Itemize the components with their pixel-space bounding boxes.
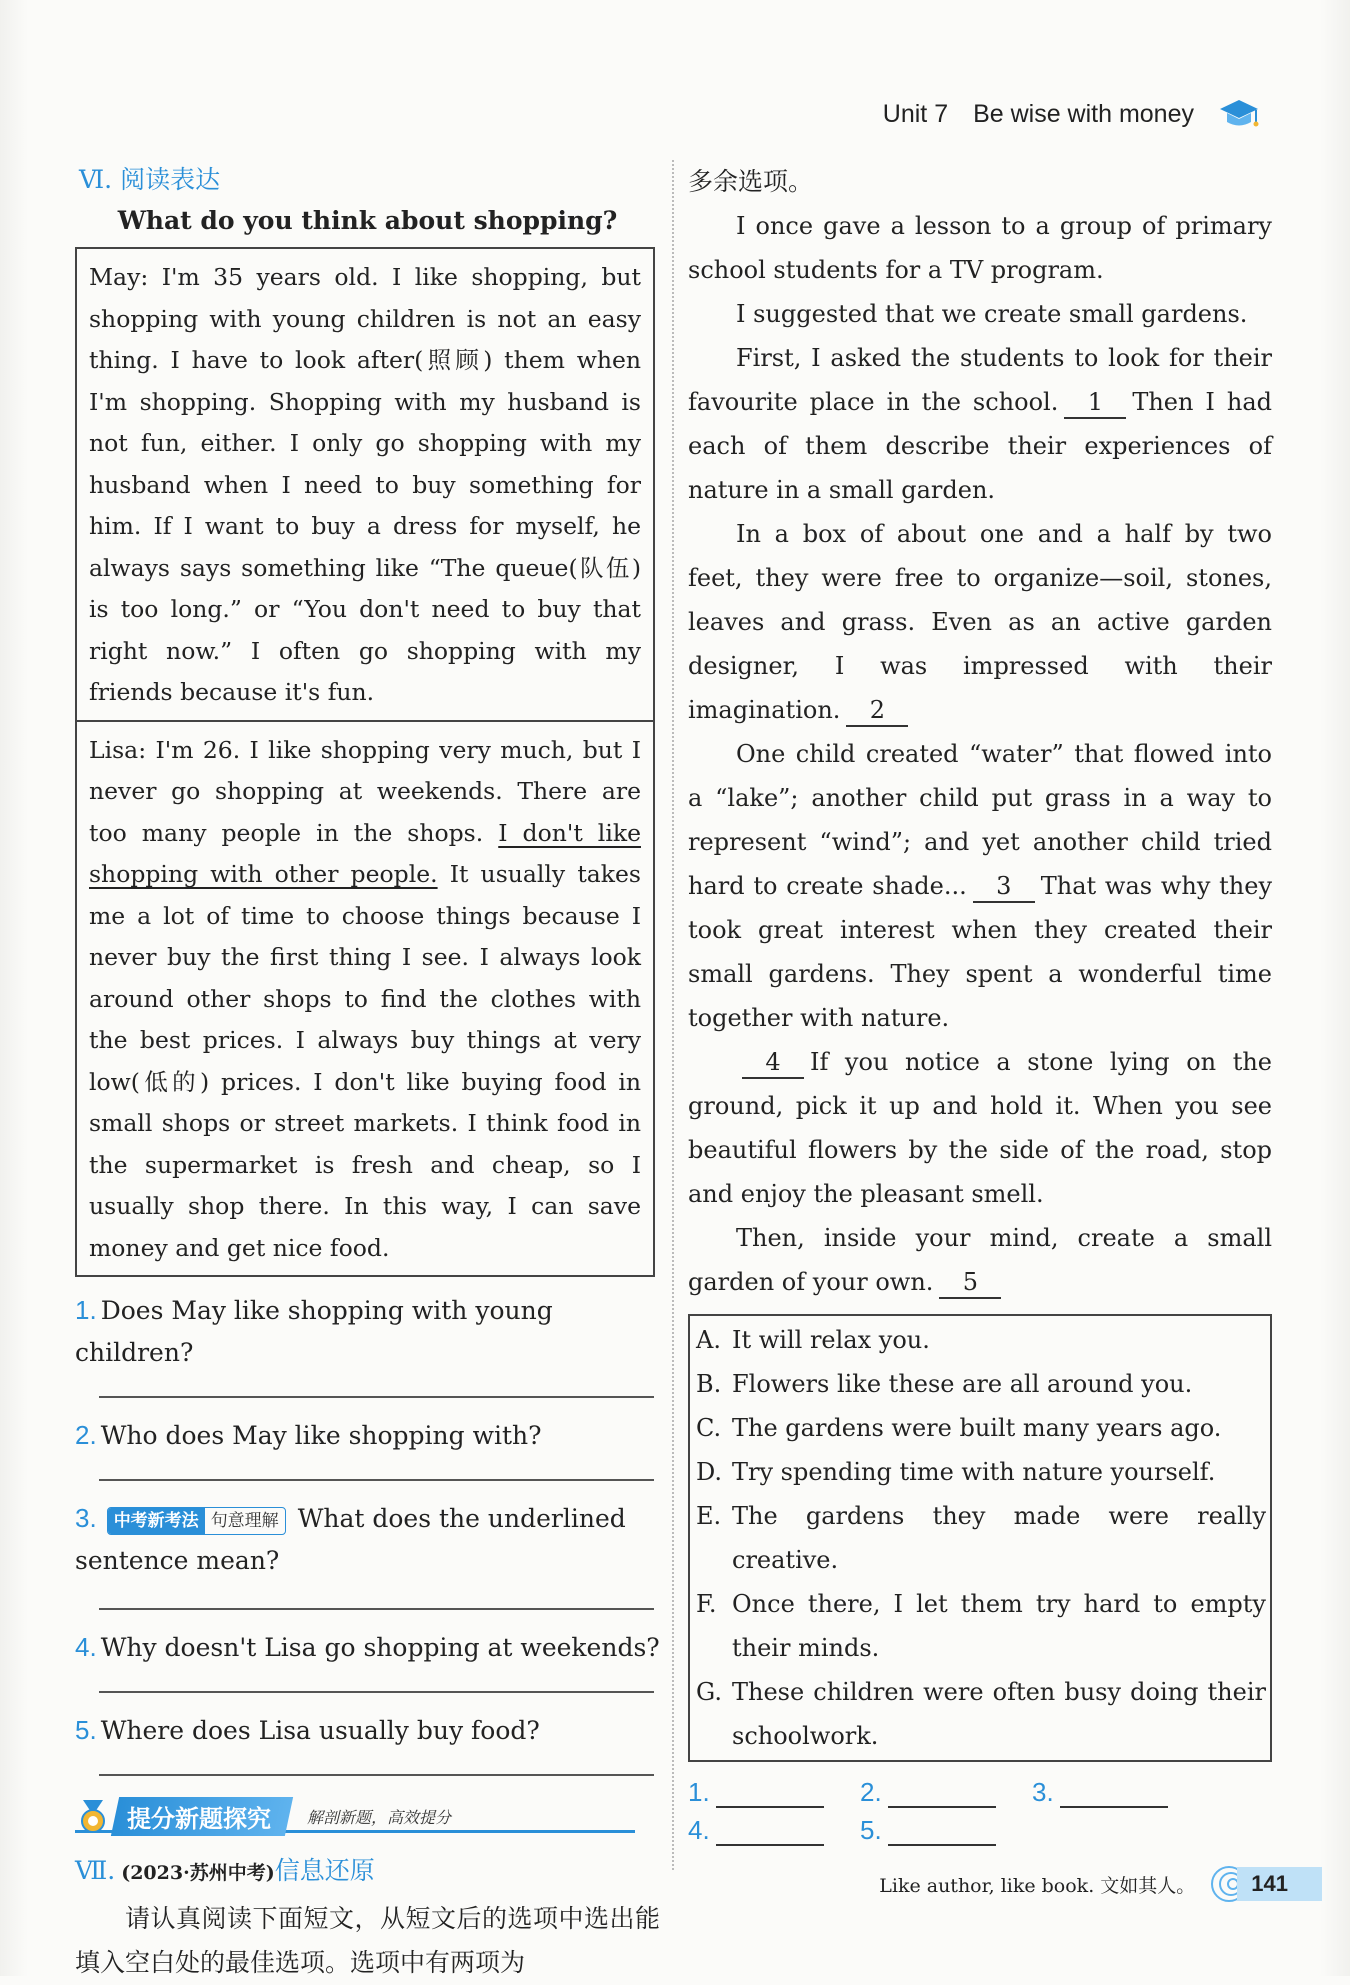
answer-label: 2. — [860, 1777, 882, 1807]
paragraph-text: Then I had each of them describe their experiences of nature in a small garden. — [688, 388, 1272, 504]
question-text: Why doesn't Lisa go shopping at weekends? — [100, 1633, 660, 1662]
question-4 — [75, 1626, 660, 1693]
question-number: 5. — [75, 1715, 97, 1745]
right-column — [688, 160, 1272, 1846]
paragraph-text: That was why they took great interest when they created their small gardens. They spent a wonderful time together with nature. — [688, 872, 1272, 1032]
options-box — [688, 1314, 1272, 1762]
lisa-text-after: It usually takes me a lot of time to choose things because I never buy the first thing I see. I always look around other shops to find the clothes with the best prices. I always buy things at very low(低的) prices. I don't like buying food in small shops or street markets. I think food in the supermarket is fresh and cheap, so I usually shop there. In this way, I can save money and get nice food. — [89, 860, 641, 1262]
instruction-continued: 多余选项。 — [688, 167, 814, 196]
option-text: Flowers like these are all around you. — [732, 1370, 1193, 1398]
question-number: 4. — [75, 1632, 97, 1662]
section-banner — [75, 1796, 660, 1836]
section-6-label: 阅读表达 — [120, 165, 221, 194]
option-letter: A. — [696, 1326, 721, 1354]
question-type-tag — [107, 1507, 286, 1535]
reading-box — [75, 247, 655, 1277]
blank-4[interactable]: 4 — [742, 1047, 804, 1079]
answer-line[interactable] — [99, 1396, 654, 1398]
question-number: 3. — [75, 1503, 97, 1533]
option-text: It will relax you. — [732, 1326, 930, 1354]
graduation-cap-icon — [1218, 97, 1260, 131]
answer-blanks — [688, 1776, 1272, 1846]
paragraph-5 — [688, 732, 1272, 1040]
answer-line[interactable] — [716, 1814, 824, 1846]
answer-label: 5. — [860, 1815, 882, 1845]
paragraph-7 — [688, 1216, 1272, 1304]
option-letter: E. — [696, 1502, 722, 1530]
paragraph-text: If you notice a stone lying on the ground, pick it up and hold it. When you see beautiful flowers by the side of the road, stop and enjoy the pleasant smell. — [688, 1048, 1272, 1208]
question-3 — [75, 1497, 660, 1610]
option-letter: D. — [696, 1458, 723, 1486]
answer-2 — [860, 1776, 1032, 1808]
medal-icon — [75, 1798, 111, 1834]
answer-line[interactable] — [888, 1814, 996, 1846]
option-text: Try spending time with nature yourself. — [732, 1458, 1216, 1486]
blank-3[interactable]: 3 — [973, 871, 1035, 903]
option-letter: F. — [696, 1590, 717, 1618]
answer-line[interactable] — [716, 1776, 824, 1808]
answer-line[interactable] — [99, 1479, 654, 1481]
answer-label: 4. — [688, 1815, 710, 1845]
option-b — [690, 1362, 1270, 1406]
paragraph-text: In a box of about one and a half by two feet, they were free to organize—soil, stones, leaves and grass. Even as an active garden designer, I was impressed with their imagination. — [688, 520, 1272, 724]
page-header — [883, 97, 1260, 131]
answer-line[interactable] — [1060, 1776, 1168, 1808]
option-g — [690, 1670, 1270, 1758]
question-text: Who does May like shopping with? — [100, 1421, 542, 1450]
option-e — [690, 1494, 1270, 1582]
banner-subtitle: 解剖新题，高效提分 — [307, 1807, 452, 1827]
paragraph-1: I once gave a lesson to a group of primary school students for a TV program. — [688, 212, 1272, 284]
banner-title: 提分新题探究 — [111, 1797, 293, 1836]
question-2 — [75, 1414, 660, 1481]
option-text: The gardens they made were really creative. — [732, 1502, 1266, 1574]
left-column — [75, 160, 660, 1985]
question-text: What does the underlined sentence mean? — [75, 1504, 626, 1575]
option-c — [690, 1406, 1270, 1450]
section-6-number: Ⅵ. — [79, 165, 113, 194]
paragraph-4 — [688, 512, 1272, 732]
option-letter: C. — [696, 1414, 722, 1442]
paragraph-3 — [688, 336, 1272, 512]
paragraph-text: One child created “water” that flowed into a “lake”; another child put grass in a way to represent “wind”; and yet another child tried hard to create shade... — [688, 740, 1272, 900]
tag-exam-method: 中考新考法 — [108, 1508, 205, 1534]
question-text: Where does Lisa usually buy food? — [100, 1716, 540, 1745]
answer-line[interactable] — [99, 1774, 654, 1776]
tag-skill: 句意理解 — [210, 1510, 279, 1531]
blank-1[interactable]: 1 — [1064, 387, 1126, 419]
answer-line[interactable] — [99, 1608, 654, 1610]
unit-label: Unit 7 — [882, 99, 949, 128]
blank-5[interactable]: 5 — [939, 1267, 1001, 1299]
lisa-paragraph — [77, 720, 653, 1276]
option-f — [690, 1582, 1270, 1670]
answer-3 — [1032, 1776, 1204, 1808]
paragraph-2: I suggested that we create small gardens. — [736, 300, 1248, 328]
page-footer — [879, 1864, 1322, 1904]
option-letter: B. — [696, 1370, 722, 1398]
section-7-number: Ⅶ. — [75, 1856, 116, 1885]
option-text: Once there, I let them try hard to empty their minds. — [732, 1590, 1266, 1662]
page-number: 141 — [1237, 1867, 1322, 1901]
section-7-title — [75, 1851, 660, 1887]
answer-line[interactable] — [888, 1776, 996, 1808]
section-7-label: 信息还原 — [274, 1856, 375, 1885]
question-number: 2. — [75, 1420, 97, 1450]
paragraph-6 — [688, 1040, 1272, 1216]
section-6-title — [79, 160, 660, 196]
paragraph-text: First, I asked the students to look for their favourite place in the school. — [688, 344, 1272, 416]
section-7-source: (2023·苏州中考) — [121, 1862, 275, 1884]
passage-title: What do you think about shopping? — [117, 206, 618, 235]
lisa-text-before: Lisa: I'm 26. I like shopping very much, but I never go shopping at weekends. There are too many people in the shops. — [89, 735, 641, 847]
option-letter: G. — [696, 1678, 722, 1706]
answer-4 — [688, 1814, 860, 1846]
paragraph-text: Then, inside your mind, create a small garden of your own. — [688, 1224, 1272, 1296]
answer-1 — [688, 1776, 860, 1808]
question-text: Does May like shopping with young children? — [75, 1296, 553, 1367]
option-a — [690, 1318, 1270, 1362]
unit-title: Be wise with money — [973, 99, 1194, 128]
answer-line[interactable] — [99, 1691, 654, 1693]
may-paragraph: May: I'm 35 years old. I like shopping, but shopping with young children is not an easy thing. I have to look after(照顾) them when I'm shopping. Shopping with my husband is not fun, either. I only go shopping with my husband when I need to buy something for him. If I want to buy a dress for myself, he always says something like “The queue(队伍) is too long.” or “You don't need to buy that right now.” I often go shopping with my friends because it's fun. — [89, 263, 641, 706]
footer-motto: Like author, like book. 文如其人。 — [879, 1874, 1196, 1897]
answer-5 — [860, 1814, 1032, 1846]
underlined-sentence: I don't like shopping with other people. — [89, 818, 641, 888]
question-1 — [75, 1289, 660, 1398]
question-number: 1. — [75, 1295, 97, 1325]
option-text: These children were often busy doing their schoolwork. — [732, 1678, 1266, 1750]
answer-label: 3. — [1032, 1777, 1054, 1807]
question-5 — [75, 1709, 660, 1776]
blank-2[interactable]: 2 — [846, 695, 908, 727]
option-d — [690, 1450, 1270, 1494]
option-text: The gardens were built many years ago. — [732, 1414, 1222, 1442]
answer-label: 1. — [688, 1777, 710, 1807]
column-divider — [672, 160, 674, 1870]
section-7-instruction: 请认真阅读下面短文，从短文后的选项中选出能填入空白处的最佳选项。选项中有两项为 — [75, 1904, 660, 1977]
